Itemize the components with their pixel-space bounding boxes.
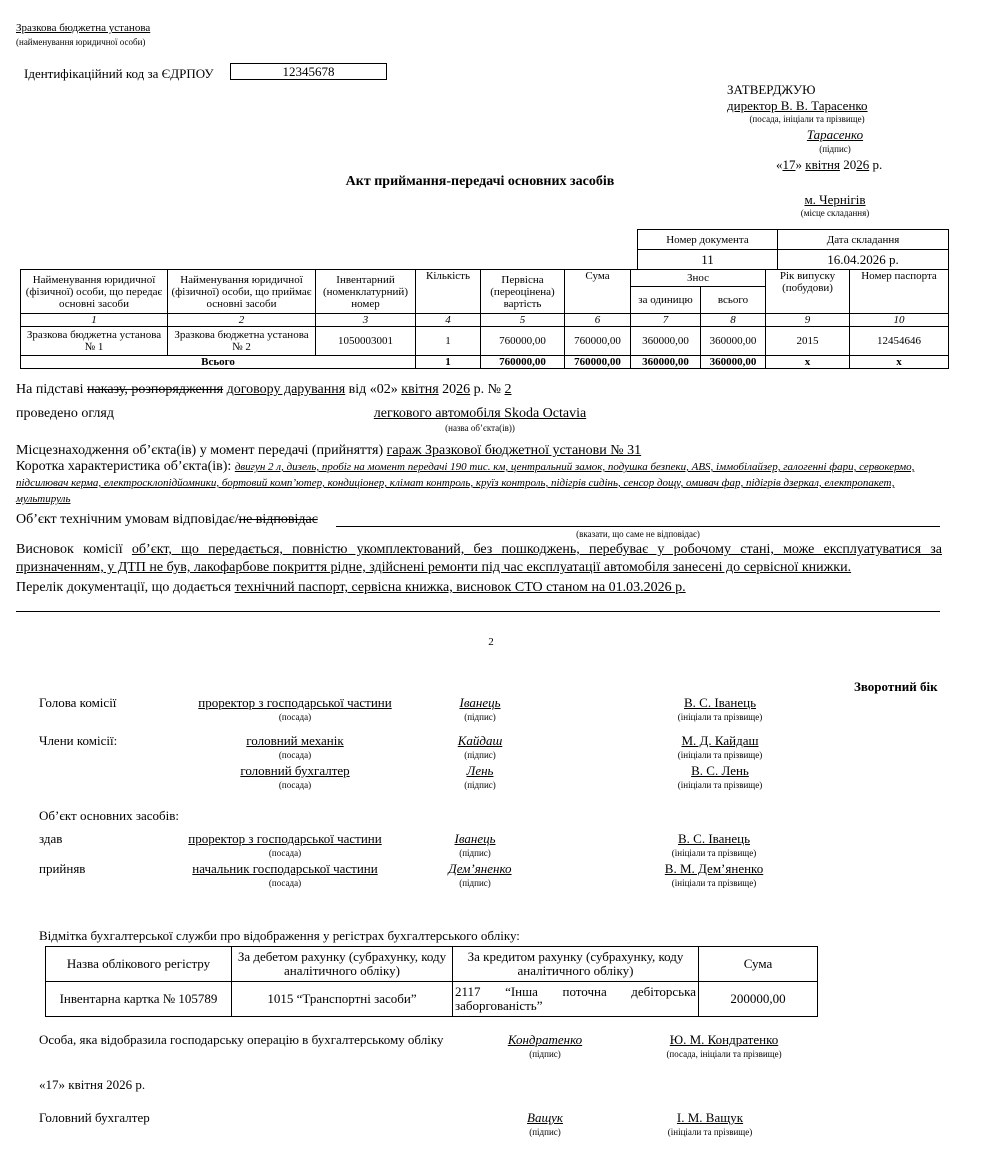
header-initial: Первісна (переоцінена) вартість [481,270,565,314]
total-sum: 760000,00 [565,356,631,369]
table-row [46,982,818,1017]
chief-name: І. М. Ващук [676,1110,744,1125]
page-divider [16,611,940,612]
object-label: Об’єкт основних засобів: [39,808,179,823]
name-caption: (ініціали та прізвище) [671,848,757,858]
acc-debit: 1015 “Транспортні засоби” [232,982,453,1017]
took-label: прийняв [39,861,86,876]
col-number: 9 [766,314,850,327]
col-number: 8 [701,314,766,327]
basis-line: На підставі наказу, розпорядження договору дарування від «02» квітня 2026 р. № 2 [16,382,512,397]
position-caption: (посада) [278,750,312,760]
org-name: Зразкова бюджетна установа [16,22,151,34]
header-wear-total: всього [701,286,766,313]
name-caption: (ініціали та прізвище) [677,780,763,790]
col-number: 5 [481,314,565,327]
total-qty: 1 [416,356,481,369]
cell-from: Зразкова бюджетна установа № 1 [21,327,168,356]
acc-sum: 200000,00 [699,982,818,1017]
header-from: Найменування юридичної (фізичної) особи, що передає основні засоби [21,270,168,314]
edrpou-label: Ідентифікаційний код за ЄДРПОУ [24,66,214,81]
location-line: Місцезнаходження об’єкта(ів) у момент передачі (прийняття) гараж Зразкової бюджетної установи № 31 [16,443,642,458]
table-row [21,327,949,356]
took-position: начальник господарської частини [192,861,378,876]
cell-qty: 1 [416,327,481,356]
total-label: Всього [21,356,416,369]
cell-wear-total: 360000,00 [701,327,766,356]
conformity-caption: (вказати, що саме не відповідає) [576,529,700,539]
approver-signature: Тарасенко [806,127,864,142]
took-signature: Дем’яненко [448,861,512,876]
cell-inv: 1050003001 [316,327,416,356]
cell-wear-unit: 360000,00 [631,327,701,356]
approve-label: ЗАТВЕРДЖУЮ [727,82,816,97]
cell-passport: 12454646 [850,327,949,356]
inspection-caption: (назва об’єкта(ів)) [445,423,515,433]
position-caption: (посада) [268,848,302,858]
head-label: Голова комісії [39,695,117,710]
head-name: В. С. Іванець [683,695,757,710]
acc-header-sum: Сума [699,947,818,982]
final-date: «17» квітня 2026 р. [39,1077,146,1092]
chief-label: Головний бухгалтер [39,1110,150,1125]
header-wear-unit: за одиницю [631,286,701,313]
header-year: Рік випуску (побудови) [766,270,850,314]
acc-header-debit: За дебетом рахунку (субрахунку, коду аналітичного обліку) [232,947,453,982]
total-wear-unit: 360000,00 [631,356,701,369]
gave-position: проректор з господарської частини [188,831,382,846]
approver-position: директор В. В. Тарасенко [727,98,868,113]
person-name-caption: (посада, ініціали та прізвище) [666,1049,782,1059]
inspection-label: проведено огляд [16,406,114,421]
inspection-value: легкового автомобіля Skoda Octavia [373,406,587,421]
member2-position: головний бухгалтер [240,763,350,778]
total-year: х [766,356,850,369]
name-caption: (ініціали та прізвище) [677,750,763,760]
gave-label: здав [39,831,63,846]
signature-caption: (підпис) [464,780,496,790]
header-to: Найменування юридичної (фізичної) особи, що приймає основні засоби [168,270,316,314]
doc-date-value: 16.04.2026 р. [778,250,949,270]
head-signature: Іванець [459,695,501,710]
chief-name-caption: (ініціали та прізвище) [667,1127,753,1137]
signature-caption: (підпис) [529,1049,561,1059]
name-caption: (ініціали та прізвище) [677,712,763,722]
person-label: Особа, яка відобразила господарську операцію в бухгалтерському обліку [39,1032,444,1047]
col-number: 10 [850,314,949,327]
acc-register: Інвентарна картка № 105789 [46,982,232,1017]
header-qty: Кількість [416,270,481,314]
org-caption: (найменування юридичної особи) [16,37,146,47]
col-number: 6 [565,314,631,327]
took-name: В. М. Дем’яненко [664,861,764,876]
position-caption: (посада) [278,780,312,790]
cell-year: 2015 [766,327,850,356]
cell-initial: 760000,00 [481,327,565,356]
member1-signature: Кайдаш [457,733,503,748]
doc-number-value: 11 [638,250,778,270]
gave-signature: Іванець [454,831,496,846]
member2-signature: Лень [466,763,494,778]
person-signature: Кондратенко [507,1032,583,1047]
header-wear: Знос [631,270,766,287]
approver-caption: (посада, ініціали та прізвище) [749,114,865,124]
member2-name: В. С. Лень [691,763,749,778]
col-number: 1 [21,314,168,327]
col-number: 4 [416,314,481,327]
header-passport: Номер паспорта [850,270,949,314]
total-row [21,356,949,369]
doc-number-header: Номер документа [638,230,778,250]
signature-caption: (підпис) [819,144,851,154]
conformity-underline [336,526,940,527]
place-value: м. Чернігів [804,192,866,207]
back-side-label: Зворотний бік [854,679,938,694]
acc-header-credit: За кредитом рахунку (субрахунку, коду аналітичного обліку) [453,947,699,982]
approval-date: «17» квітня 2026 р. [776,157,883,172]
page-number: 2 [488,636,494,648]
page-title: Акт приймання-передачі основних засобів [345,174,615,189]
position-caption: (посада) [278,712,312,722]
assets-table [20,269,949,369]
gave-name: В. С. Іванець [677,831,751,846]
position-caption: (посада) [268,878,302,888]
edrpou-field: 12345678 [230,63,387,80]
signature-caption: (підпис) [464,712,496,722]
total-initial: 760000,00 [481,356,565,369]
signature-caption: (підпис) [464,750,496,760]
chief-signature: Ващук [527,1110,563,1125]
head-position: проректор з господарської частини [198,695,392,710]
header-inv: Інвентарний (номенклатурний) номер [316,270,416,314]
members-label: Члени комісії: [39,733,118,748]
acc-header-register: Назва облікового регістру [46,947,232,982]
total-passport: х [850,356,949,369]
person-name: Ю. М. Кондратенко [669,1032,779,1047]
header-sum: Сума [565,270,631,314]
member1-position: головний механік [246,733,344,748]
doc-info-table [637,229,949,270]
signature-caption: (підпис) [459,848,491,858]
col-number: 3 [316,314,416,327]
documents-line: Перелік документації, що додається технічний паспорт, сервісна книжка, висновок СТО станом на 01.03.2026 р. [16,580,686,595]
signature-caption: (підпис) [459,878,491,888]
doc-date-header: Дата складання [778,230,949,250]
signature-caption: (підпис) [529,1127,561,1137]
name-caption: (ініціали та прізвище) [671,878,757,888]
conclusion: Висновок комісії об’єкт, що передається, повністю укомплектований, без пошкоджень, перебуває у робочому стані, може експлуатуватися за призначенням, у ДТП не був, лакофарбове покриття рідне, здійснені ремонти під час експлуатації автомобіля занесені до сервісної книжки. [16,542,943,575]
acc-credit: 2117 “Інша поточна дебіторська заборгованість” [453,982,699,1017]
col-number: 2 [168,314,316,327]
total-wear-total: 360000,00 [701,356,766,369]
member1-name: М. Д. Кайдаш [681,733,759,748]
conformity-line: Об’єкт технічним умовам відповідає/не відповідає [16,512,318,527]
characteristics: Коротка характеристика об’єкта(ів): двигун 2 л, дизель, пробіг на момент передачі 190 тис. км, центральний замок, подушка безпеки, ABS, іммобілайзер, галогенні фари, сервокермо, підсилювач керма, електросклопідйомники, бортовий комп’ютер, кондиціонер, клімат контроль, круїз контроль, підігрів сидінь, сенсор дощу, омивач фар, підігрів дзеркал, електропакет, мультируль [16,459,915,505]
col-number: 7 [631,314,701,327]
accounting-table [45,946,818,1017]
accounting-label: Відмітка бухгалтерської служби про відображення у регістрах бухгалтерського обліку: [39,928,520,943]
place-caption: (місце складання) [800,208,870,218]
cell-to: Зразкова бюджетна установа № 2 [168,327,316,356]
cell-sum: 760000,00 [565,327,631,356]
